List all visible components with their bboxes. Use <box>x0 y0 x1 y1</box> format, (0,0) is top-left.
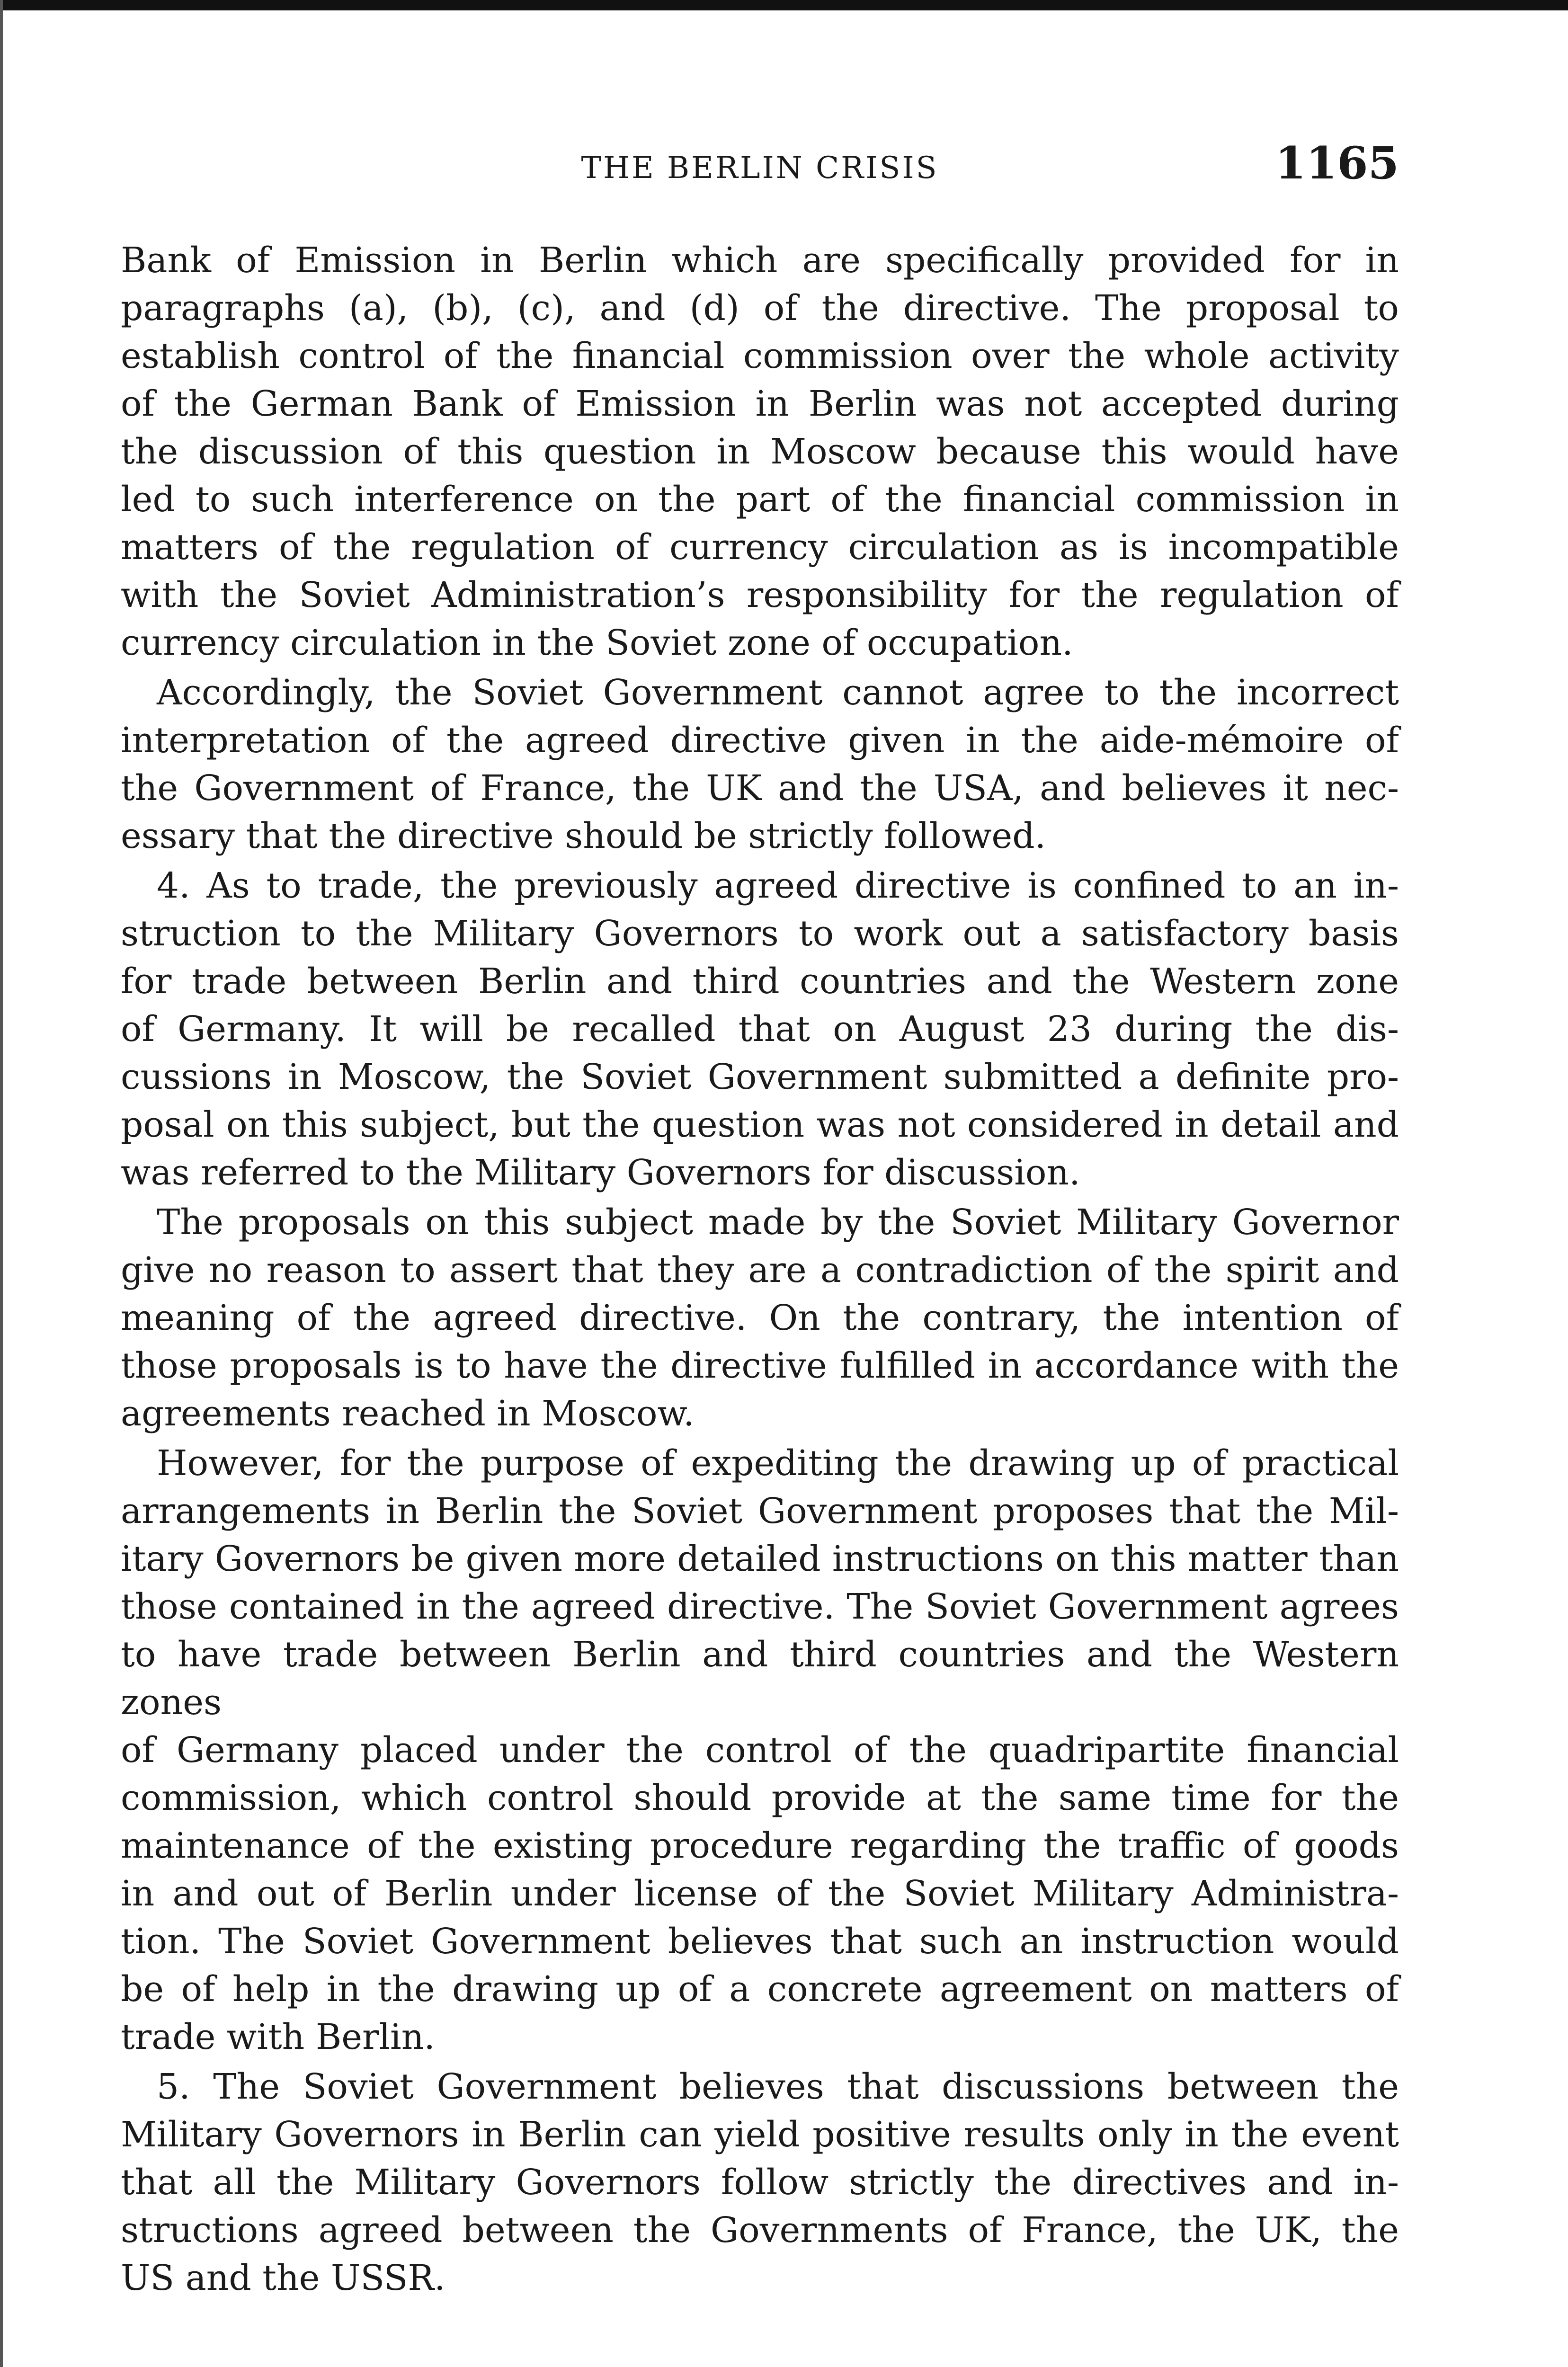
text-line: However, for the purpose of expediting the drawing up of practical <box>157 1443 1399 1484</box>
text-line: Military Governors in Berlin can yield positive results only in the event <box>121 2114 1399 2155</box>
paragraph-however <box>121 1440 1399 2061</box>
text-line: agreements reached in Moscow. <box>121 1393 695 1434</box>
text-line: those contained in the agreed directive. The Soviet Government agrees <box>121 1586 1399 1627</box>
paragraph-bank-of-emission <box>121 237 1399 667</box>
left-scan-border <box>0 0 3 2367</box>
running-header <box>121 137 1399 199</box>
text-line: Bank of Emission in Berlin which are specifically provided for in <box>121 240 1399 281</box>
text-line: essary that the directive should be strictly followed. <box>121 816 1046 856</box>
text-line: the Government of France, the UK and the USA, and believes it nec- <box>121 768 1399 809</box>
text-line: those proposals is to have the directive fulfilled in accordance with the <box>121 1345 1399 1386</box>
text-line: that all the Military Governors follow strictly the directives and in- <box>121 2162 1399 2203</box>
text-line: 5. The Soviet Government believes that discussions between the <box>157 2066 1399 2107</box>
text-line: posal on this subject, but the question was not considered in detail and <box>121 1104 1399 1145</box>
text-line: tion. The Soviet Government believes that such an instruction would <box>121 1921 1399 1962</box>
paragraph-accordingly <box>121 669 1399 860</box>
text-line: maintenance of the existing procedure regarding the traffic of goods <box>121 1825 1399 1866</box>
text-line: interpretation of the agreed directive given in the aide-mémoire of <box>121 720 1399 761</box>
text-line: for trade between Berlin and third countries and the Western zone <box>121 961 1399 1002</box>
running-title: THE BERLIN CRISIS <box>581 151 939 186</box>
text-line: led to such interference on the part of the financial commission in <box>121 479 1399 520</box>
paragraph-trade <box>121 862 1399 1197</box>
page-number: 1165 <box>1275 137 1399 189</box>
paragraph-proposals <box>121 1199 1399 1438</box>
text-line: The proposals on this subject made by the Soviet Military Governor <box>157 1202 1399 1243</box>
text-line: paragraphs (a), (b), (c), and (d) of the directive. The proposal to <box>121 288 1399 329</box>
top-scan-border <box>0 0 1568 10</box>
text-line: give no reason to assert that they are a contradiction of the spirit and <box>121 1250 1399 1290</box>
text-line: currency circulation in the Soviet zone of occupation. <box>121 623 1073 663</box>
text-line: structions agreed between the Governments of France, the UK, the <box>121 2210 1399 2251</box>
text-line: itary Governors be given more detailed instructions on this matter than <box>121 1539 1399 1579</box>
text-line: matters of the regulation of currency circulation as is incompatible <box>121 527 1399 568</box>
text-line: in and out of Berlin under license of the Soviet Military Administra- <box>121 1873 1399 1914</box>
text-line: trade with Berlin. <box>121 2017 435 2057</box>
text-line: the discussion of this question in Moscow because this would have <box>121 431 1399 472</box>
text-line: of Germany placed under the control of the quadripartite financial <box>121 1730 1399 1771</box>
text-line: 4. As to trade, the previously agreed directive is confined to an in- <box>157 865 1399 906</box>
text-line: with the Soviet Administration’s responsibility for the regulation of <box>121 575 1399 615</box>
text-line: struction to the Military Governors to work out a satisfactory basis <box>121 913 1399 954</box>
text-line: Accordingly, the Soviet Government cannot agree to the incorrect <box>157 672 1399 713</box>
document-page <box>121 137 1399 2302</box>
text-line: of Germany. It will be recalled that on August 23 during the dis- <box>121 1009 1399 1050</box>
paragraph-military-governors <box>121 2063 1399 2302</box>
text-line: of the German Bank of Emission in Berlin was not accepted during <box>121 383 1399 424</box>
text-line: commission, which control should provide at the same time for the <box>121 1778 1399 1818</box>
text-line: to have trade between Berlin and third countries and the Western zones <box>121 1634 1399 1723</box>
text-line: cussions in Moscow, the Soviet Government submitted a definite pro- <box>121 1057 1399 1097</box>
text-line: arrangements in Berlin the Soviet Government proposes that the Mil- <box>121 1491 1399 1531</box>
text-line: be of help in the drawing up of a concrete agreement on matters of <box>121 1969 1399 2010</box>
text-line: was referred to the Military Governors for discussion. <box>121 1152 1080 1193</box>
text-line: meaning of the agreed directive. On the contrary, the intention of <box>121 1298 1399 1338</box>
text-line: establish control of the financial commission over the whole activity <box>121 336 1399 376</box>
text-line: US and the USSR. <box>121 2258 445 2298</box>
